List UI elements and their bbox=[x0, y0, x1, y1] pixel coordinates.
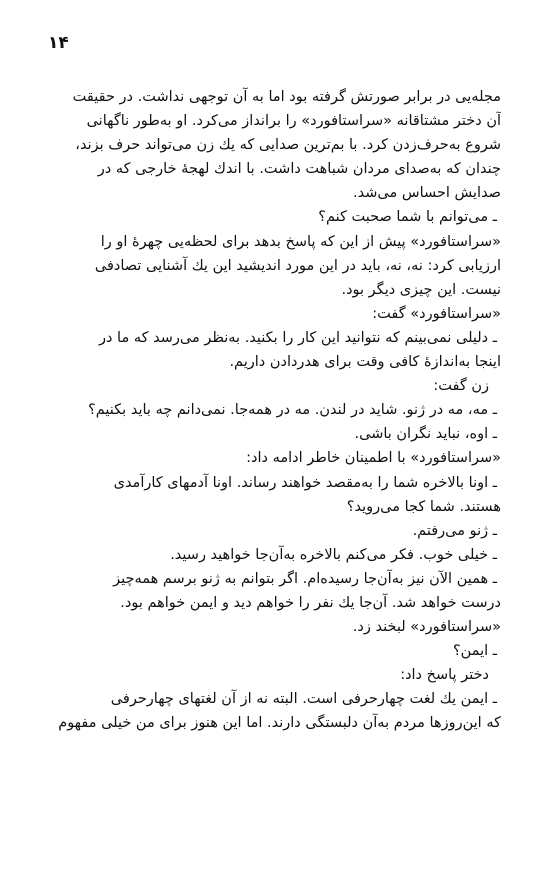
dialogue-line: ـ اوه، نباید نگران باشی. bbox=[354, 426, 497, 443]
text-line: «سراستافورد» پیش از این که پاسخ بدهد برای لحظه‌یی چهرهٔ او را bbox=[100, 233, 501, 250]
text-line: اینجا به‌اندازهٔ کافی وقت برای هدردادن داریم. bbox=[229, 354, 501, 371]
dialogue-line: ـ مه، مه در ژنو. شاید در لندن. مه در همه‌جا. نمی‌دانم چه باید بکنیم؟ bbox=[88, 402, 497, 419]
text-line: چندان که به‌صدای مردان شباهت داشت. با اندك لهجهٔ خارجی که در bbox=[97, 161, 501, 178]
text-line: زن گفت: bbox=[433, 378, 489, 395]
dialogue-line: ـ همین الآن نیز به‌آن‌جا رسیده‌ام. اگر بتوانم به ژنو برسم همه‌چیز bbox=[113, 570, 497, 587]
page-body-text bbox=[32, 85, 501, 736]
text-line: مجله‌یی در برابر صورتش گرفته بود اما به آن توجهی نداشت. در حقیقت bbox=[72, 89, 501, 105]
text-line: درست خواهد شد. آن‌جا یك نفر را خواهم دید و ایمن خواهم بود. bbox=[120, 594, 501, 611]
page-number: ۱۴ bbox=[48, 33, 69, 53]
dialogue-line: ـ دلیلی نمی‌بینم که نتوانید این کار را بکنید. به‌نظر می‌رسد که ما در bbox=[98, 329, 497, 346]
dialogue-line: ـ می‌توانم با شما صحبت کنم؟ bbox=[318, 209, 497, 226]
text-line: شروع به‌حرف‌زدن کرد. با بم‌ترین صدایی که یك زن می‌تواند حرف بزند، bbox=[75, 137, 501, 154]
text-line: هستند. شما کجا می‌روید؟ bbox=[346, 498, 501, 515]
dialogue-line: ـ ایمن؟ bbox=[452, 643, 497, 660]
dialogue-line: ـ ایمن یك لغت چهارحرفی است. البته نه از آن لغتهای چهارحرفی bbox=[110, 691, 497, 708]
text-line: صدایش احساس می‌شد. bbox=[353, 185, 501, 202]
text-line: «سراستافورد» گفت: bbox=[372, 305, 501, 322]
text-line: آن دختر مشتاقانه «سراستافورد» را برانداز می‌کرد. او به‌طور ناگهانی bbox=[86, 113, 501, 130]
dialogue-line: ـ ژنو می‌رفتم. bbox=[412, 522, 497, 539]
text-line: نیست. این چیزی دیگر بود. bbox=[341, 281, 501, 298]
dialogue-line: ـ خیلی خوب. فکر می‌کنم بالاخره به‌آن‌جا خواهید رسید. bbox=[170, 546, 497, 563]
dialogue-line: ـ اونا بالاخره شما را به‌مقصد خواهند رساند. اونا آدمهای کارآمدی bbox=[113, 474, 497, 491]
text-line: دختر پاسخ داد: bbox=[400, 667, 489, 684]
text-line: «سراستافورد» با اطمینان خاطر ادامه داد: bbox=[246, 450, 501, 467]
text-line: ارزیابی کرد: نه، نه، باید در این مورد اندیشید این یك آشنایی تصادفی bbox=[94, 257, 501, 274]
text-line: «سراستافورد» لبخند زد. bbox=[352, 619, 501, 636]
text-line: که این‌روزها مردم به‌آن دلبستگی دارند. اما این هنوز برای من خیلی مفهوم bbox=[58, 715, 501, 732]
